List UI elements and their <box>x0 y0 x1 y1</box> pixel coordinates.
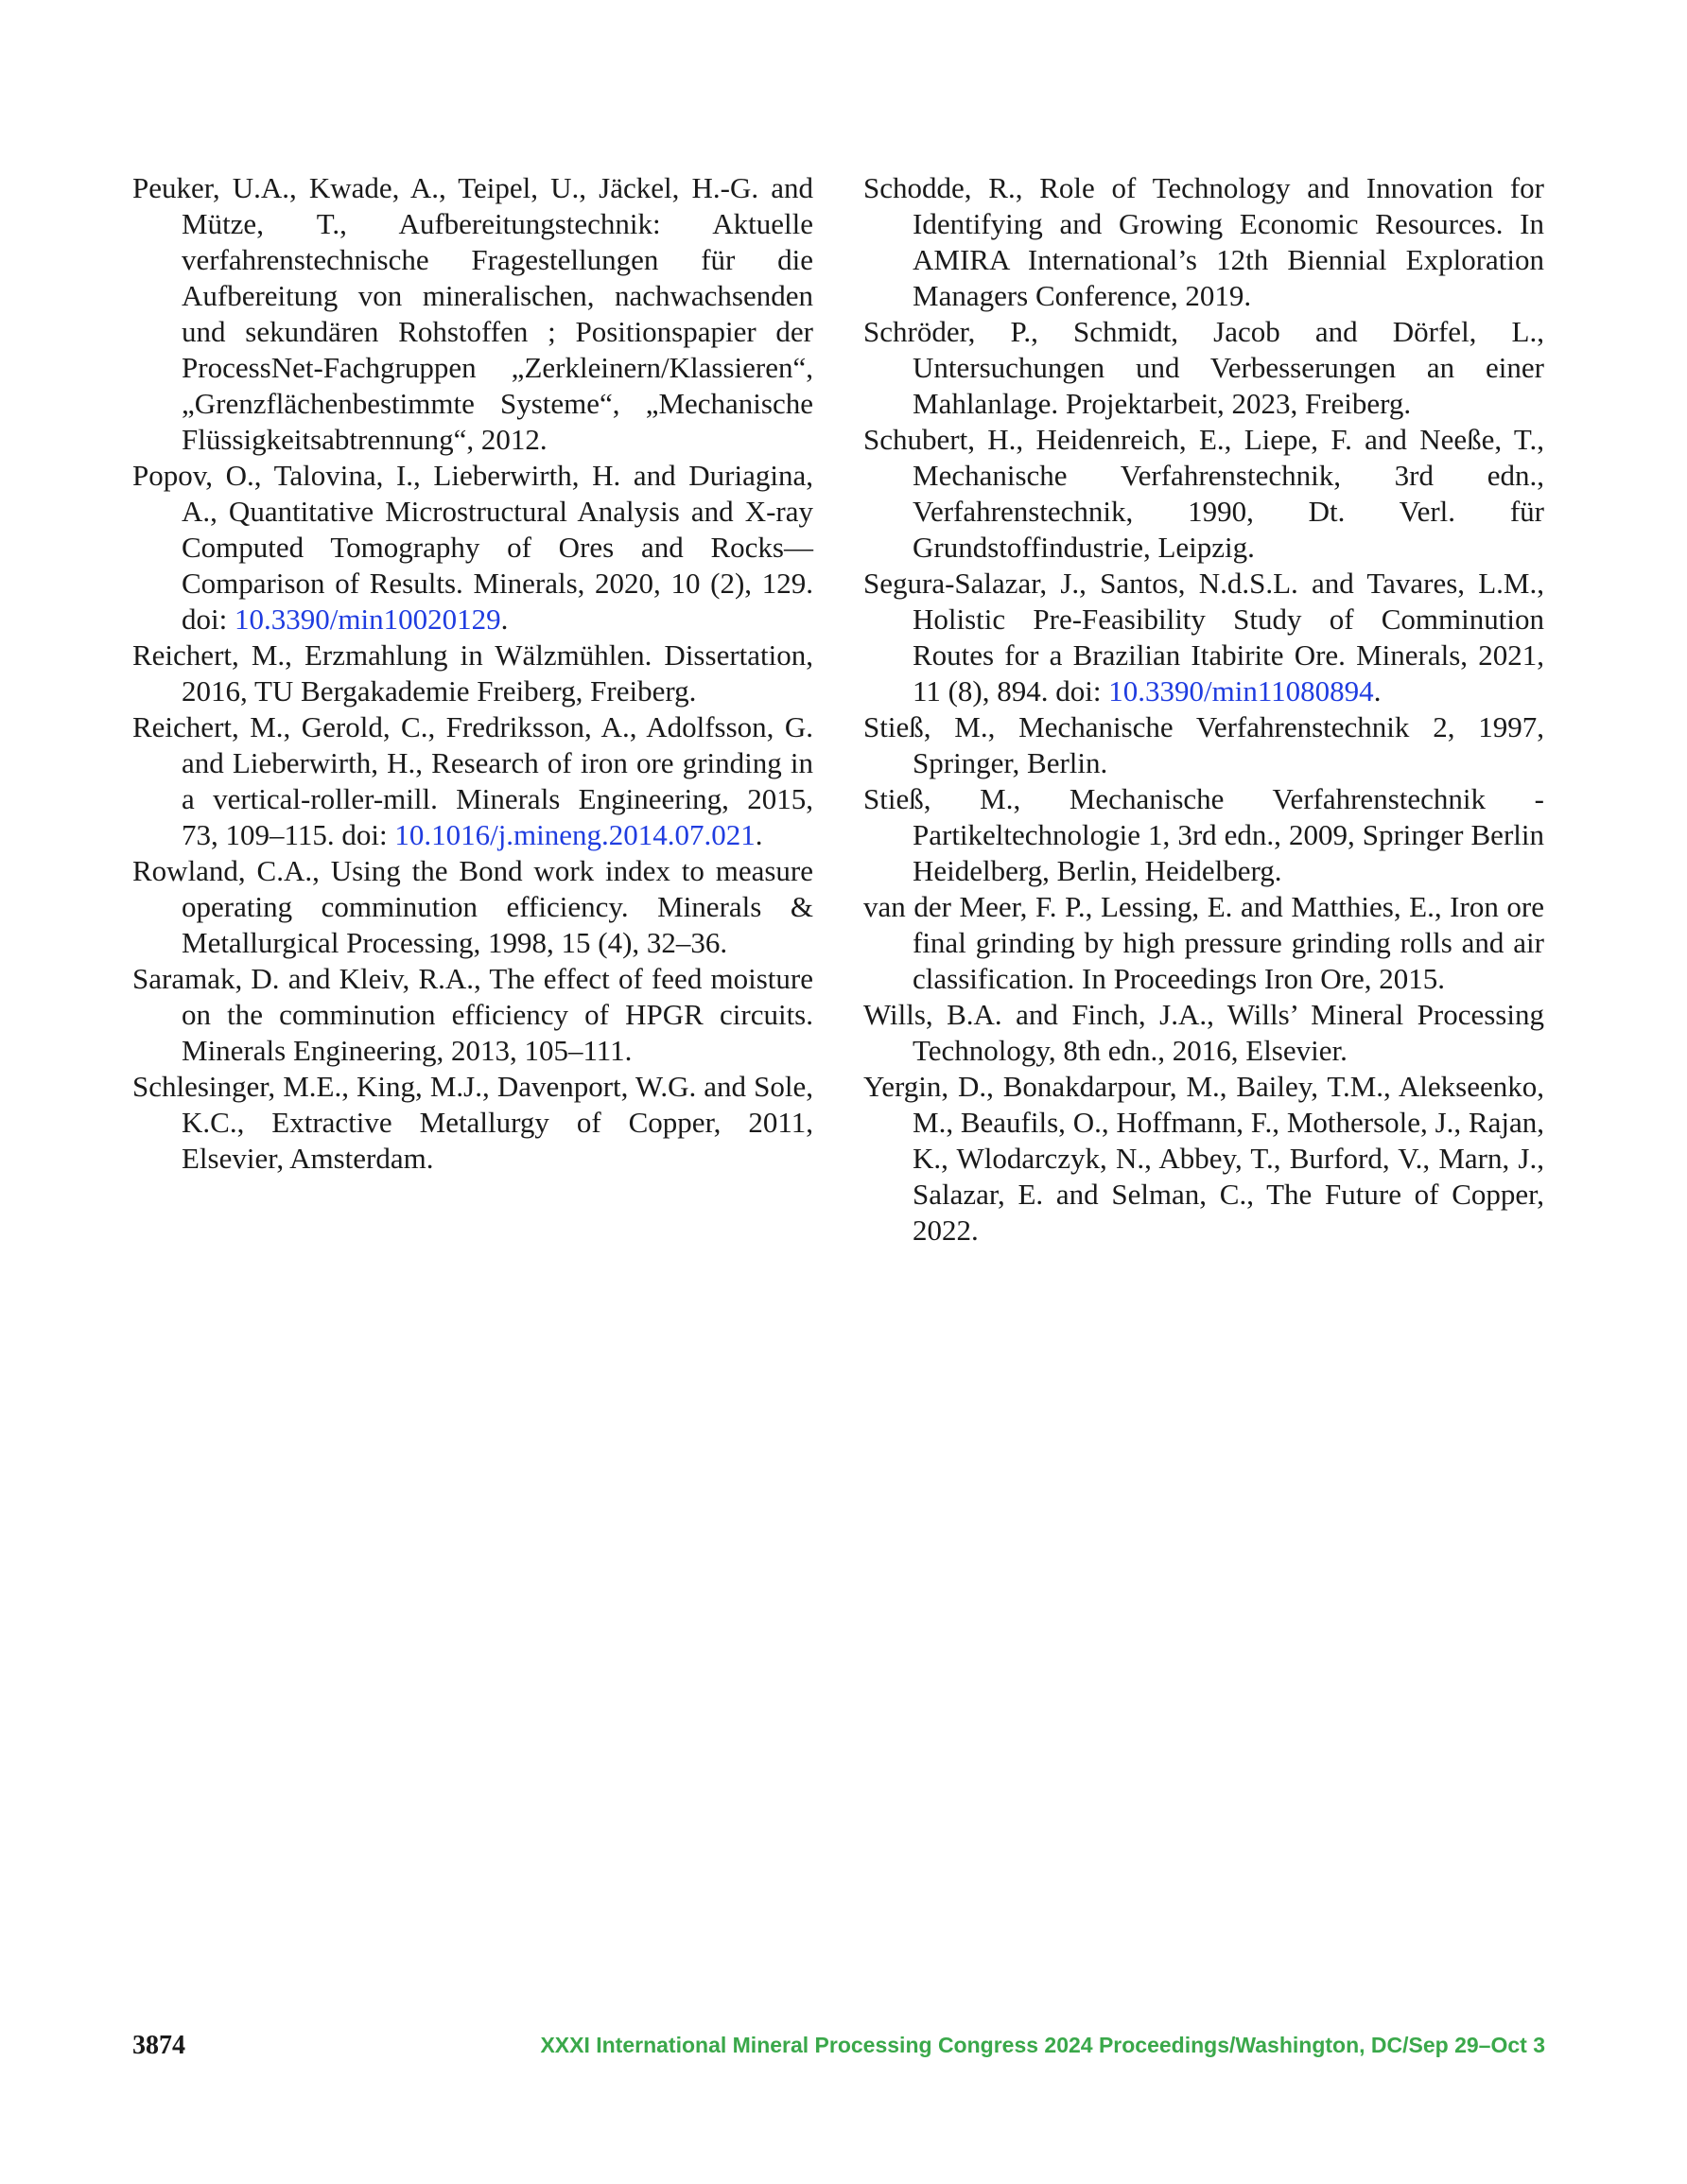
reference-entry <box>863 1069 1544 1249</box>
reference-entry <box>132 638 813 709</box>
page-footer <box>132 2031 1545 2069</box>
reference-text: Schubert, H., Heidenreich, E., Liepe, F. and Neeße, T., Mechanische Verfahrenstechnik, 3rd edn., Verfahrenstechnik, 1990, Dt. Verl. für Grundstoffindustrie, Leipzig. <box>863 423 1544 564</box>
reference-text: Rowland, C.A., Using the Bond work index to measure operating comminution efficiency. Minerals & Metallurgical Processing, 1998, 15 (4), 32–36. <box>132 854 813 959</box>
doi-link[interactable]: 10.3390/min10020129 <box>234 603 501 636</box>
reference-trailing-period: . <box>1373 674 1382 708</box>
reference-text: Popov, O., Talovina, I., Lieberwirth, H. and Duriagina, A., Quantitative Microstructural Analysis and X-ray Computed Tomography of Ores and Rocks—Comparison of Results. Minerals, 2020, 10 (2), 129. doi: <box>132 459 813 636</box>
reference-trailing-period: . <box>500 603 509 636</box>
reference-entry <box>132 709 813 853</box>
reference-entry <box>132 170 813 458</box>
reference-entry <box>863 889 1544 997</box>
reference-entry <box>863 566 1544 709</box>
reference-entry <box>863 781 1544 889</box>
reference-trailing-period: . <box>755 818 763 851</box>
reference-text: Stieß, M., Mechanische Verfahrenstechnik - Partikeltechnologie 1, 3rd edn., 2009, Springer Berlin Heidelberg, Berlin, Heidelberg. <box>863 782 1544 887</box>
doi-link[interactable]: 10.1016/j.mineng.2014.07.021 <box>394 818 756 851</box>
reference-entry <box>132 961 813 1069</box>
reference-text: Yergin, D., Bonakdarpour, M., Bailey, T.M., Alekseenko, M., Beaufils, O., Hoffmann, F., Mothersole, J., Rajan, K., Wlodarczyk, N., Abbey, T., Burford, V., Marn, J., Salazar, E. and Selman, C., The Future of Copper, 2022. <box>863 1070 1544 1247</box>
reference-text: Wills, B.A. and Finch, J.A., Wills’ Mineral Processing Technology, 8th edn., 2016, Elsevier. <box>863 998 1544 1067</box>
reference-text: van der Meer, F. P., Lessing, E. and Matthies, E., Iron ore final grinding by high pressure grinding rolls and air classification. In Proceedings Iron Ore, 2015. <box>863 890 1544 995</box>
reference-text: Stieß, M., Mechanische Verfahrenstechnik 2, 1997, Springer, Berlin. <box>863 710 1544 779</box>
reference-text: Reichert, M., Gerold, C., Fredriksson, A., Adolfsson, G. and Lieberwirth, H., Research of iron ore grinding in a vertical-roller-mill. Minerals Engineering, 2015, 73, 109–115. doi: <box>132 710 813 851</box>
reference-entry <box>132 853 813 961</box>
reference-text: Schlesinger, M.E., King, M.J., Davenport, W.G. and Sole, K.C., Extractive Metallurgy of Copper, 2011, Elsevier, Amsterdam. <box>132 1070 813 1175</box>
reference-text: Reichert, M., Erzmahlung in Wälzmühlen. Dissertation, 2016, TU Bergakademie Freiberg, Freiberg. <box>132 638 813 708</box>
reference-entry <box>863 997 1544 1069</box>
reference-list-right <box>863 170 1544 1249</box>
page-number: 3874 <box>132 2031 185 2060</box>
reference-entry <box>863 709 1544 781</box>
footer-conference-title: XXXI International Mineral Processing Congress 2024 Proceedings/Washington, DC/Sep 29–Oct 3 <box>540 2033 1545 2057</box>
reference-entry <box>863 170 1544 314</box>
reference-entry <box>132 1069 813 1177</box>
doi-link[interactable]: 10.3390/min11080894 <box>1108 674 1374 708</box>
reference-entry <box>863 422 1544 566</box>
reference-text: Peuker, U.A., Kwade, A., Teipel, U., Jäckel, H.-G. and Mütze, T., Aufbereitungstechnik: Aktuelle verfahrenstechnische Fragestellungen für die Aufbereitung von mineralischen, nachwachsenden und sekundären Rohstoffen ; Positionspapier der ProcessNet-Fachgruppen „Zerkleinern/Klassieren“, „Grenzflächenbestimmte Systeme“, „Mechanische Flüssigkeitsabtrennung“, 2012. <box>132 171 813 456</box>
reference-entry <box>132 458 813 638</box>
reference-text: Schröder, P., Schmidt, Jacob and Dörfel, L., Untersuchungen und Verbesserungen an einer Mahlanlage. Projektarbeit, 2023, Freiberg. <box>863 315 1544 420</box>
reference-text: Saramak, D. and Kleiv, R.A., The effect of feed moisture on the comminution efficiency of HPGR circuits. Minerals Engineering, 2013, 105–111. <box>132 962 813 1067</box>
reference-text: Schodde, R., Role of Technology and Innovation for Identifying and Growing Economic Resources. In AMIRA International’s 12th Biennial Exploration Managers Conference, 2019. <box>863 171 1544 312</box>
reference-list-left <box>132 170 813 1177</box>
reference-entry <box>863 314 1544 422</box>
reference-text: Segura-Salazar, J., Santos, N.d.S.L. and Tavares, L.M., Holistic Pre-Feasibility Study of Comminution Routes for a Brazilian Itabirite Ore. Minerals, 2021, 11 (8), 894. doi: <box>863 567 1544 708</box>
